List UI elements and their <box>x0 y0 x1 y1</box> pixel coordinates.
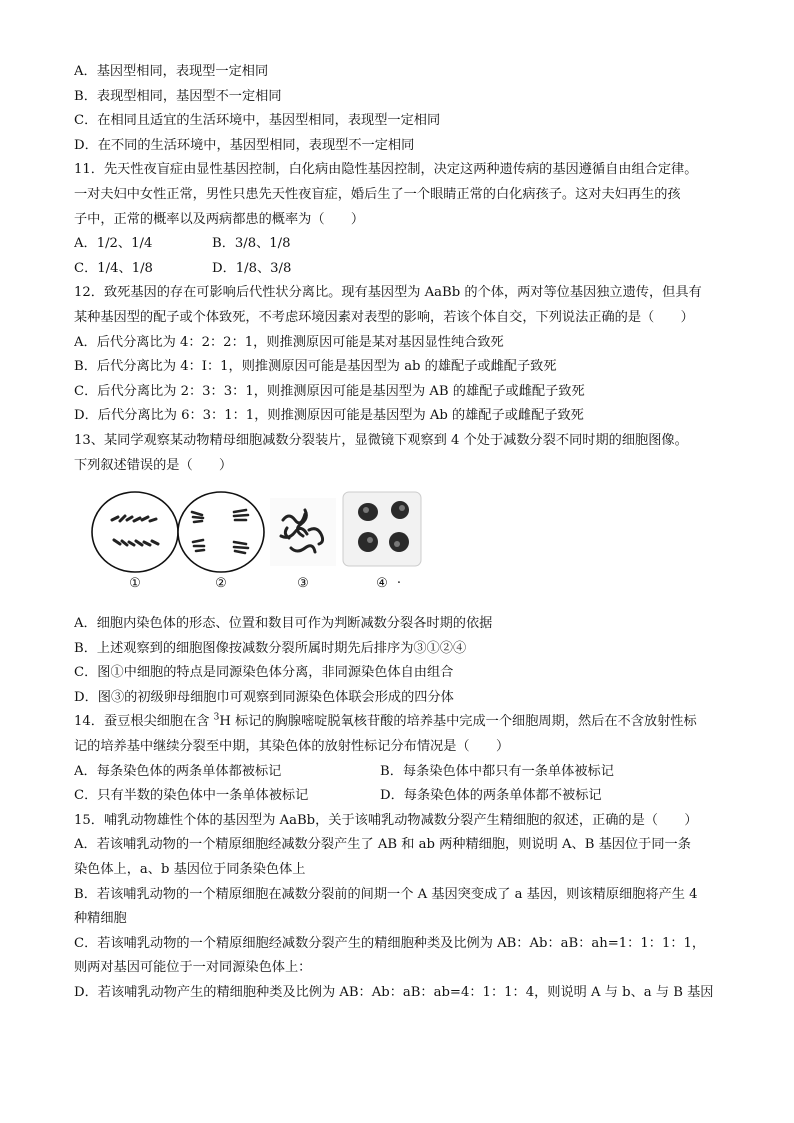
q11-options-row-2 <box>74 257 734 282</box>
q14-stem-a: 14．蚕豆根尖细胞在含 <box>74 714 214 730</box>
q11-option-c: C．1/4、1/8 <box>74 260 153 276</box>
q14-option-c: C．只有半数的染色体中一条单体被标记 <box>74 788 309 804</box>
q13-option-b: B．上述观察到的细胞图像按减数分裂所属时期先后排序为③①②④ <box>74 640 467 656</box>
q10-option-c: C．在相同且适宜的生活环境中，基因型相同，表现型一定相同 <box>74 113 441 129</box>
q14-option-d: D．每条染色体的两条单体都不被标记 <box>380 788 602 804</box>
q11-options-row-1 <box>74 232 734 257</box>
q10-option-d: D．在不同的生活环境中，基因型相同，表现型不一定相同 <box>74 137 415 153</box>
q15-line-7: D．若该哺乳动物产生的精细胞种类及比例为 AB：Ab：aB：ab=4：1：1：4，则说明 A 与 b、a 与 B 基因 <box>74 985 714 1000</box>
figure-label-4: ④ <box>376 576 388 592</box>
q12-stem-2: 某种基因型的配子或个体致死，不考虑环境因素对表型的影响，若该个体自交，下列说法正确的是（ ） <box>74 309 694 325</box>
q14-options-row-2 <box>74 784 734 809</box>
q12-option-a: A．后代分离比为 4：2：2：1，则推测原因可能是某对基因显性纯合致死 <box>74 334 504 350</box>
q13-stem-2: 下列叙述错误的是（ ） <box>74 457 233 473</box>
q13-option-c: C．图①中细胞的特点是同源染色体分离，非同源染色体自由组合 <box>74 665 454 681</box>
q11-option-a: A．1/2、1/4 <box>74 236 153 252</box>
exam-page <box>74 60 734 1006</box>
cell-image-1 <box>90 490 180 574</box>
figure-label-2: ② <box>215 576 227 592</box>
q12-option-d: D．后代分离比为 6：3：1：1，则推测原因可能是基因型为 Ab 的雄配子或雌配子致死 <box>74 408 584 424</box>
q11-option-b: B．3/8、1/8 <box>212 236 291 252</box>
q12-stem-1: 12．致死基因的存在可影响后代性状分离比。现有基因型为 AaBb 的个体，两对等位基因独立遗传，但具有 <box>74 285 702 301</box>
q11-stem-3: 子中，正常的概率以及两病都患的概率为（ ） <box>74 211 365 227</box>
q14-stem-b: H 标记的胸腺嘧啶脱氧核苷酸的培养基中完成一个细胞周期，然后在不含放射性标 <box>219 714 697 730</box>
q13-stem-1: 13、某同学观察某动物精母细胞减数分裂装片，显微镜下观察到 4 个处于减数分裂不同时期的细胞图像。 <box>74 432 688 448</box>
q15-line-5: C．若该哺乳动物的一个精原细胞经减数分裂产生的精细胞种类及比例为 AB：Ab：aB：ah=1：1：1：1， <box>74 935 706 951</box>
q11-stem-2: 一对夫妇中女性正常，男性只患先天性夜盲症，婚后生了一个眼睛正常的白化病孩子。这对夫妇再生的孩 <box>74 186 681 202</box>
q14-stem-2: 记的培养基中继续分裂至中期，其染色体的放射性标记分布情况是（ ） <box>74 739 510 755</box>
q15-stem: 15．哺乳动物雄性个体的基因型为 AaBb，关于该哺乳动物减数分裂产生精细胞的叙述，正确的是（ ） <box>74 812 698 828</box>
figure-dot: . <box>396 572 402 588</box>
figure-label-1: ① <box>129 576 141 592</box>
q14-superscript: 3 <box>213 713 220 724</box>
cell-image-3 <box>269 490 337 574</box>
q15-line-4: 种精细胞 <box>74 911 127 927</box>
q14-option-a: A．每条染色体的两条单体都被标记 <box>74 763 282 779</box>
q13-option-d: D．图③的初级卵母细胞巾可观察到同源染色体联会形成的四分体 <box>74 689 454 705</box>
q14-stem-1 <box>74 710 734 735</box>
q13-figure <box>74 490 734 602</box>
q10-option-a: A．基因型相同，表现型一定相同 <box>74 64 269 79</box>
q15-line-3: B．若该哺乳动物的一个精原细胞在减数分裂前的间期一个 A 基因突变成了 a 基因，则该精原细胞将产生 4 <box>74 886 698 902</box>
q14-options-row-1 <box>74 760 734 785</box>
q15-line-6: 则两对基因可能位于一对同源染色体上： <box>74 960 312 976</box>
q11-stem-1: 11．先天性夜盲症由显性基因控制，白化病由隐性基因控制，决定这两种遗传病的基因遵循自由组合定律。 <box>74 162 698 178</box>
q11-option-d: D．1/8、3/8 <box>212 260 292 276</box>
q12-option-c: C．后代分离比为 2：3：3：1，则推测原因可能是基因型为 AB 的雄配子或雌配子致死 <box>74 383 585 399</box>
figure-label-3: ③ <box>297 576 309 592</box>
q12-option-b: B．后代分离比为 4：I：1，则推测原因可能是基因型为 ab 的雄配子或雌配子致死 <box>74 359 557 375</box>
q15-line-2: 染色体上，a、b 基因位于同条染色体上 <box>74 862 306 878</box>
q13-option-a: A．细胞内染色体的形态、位置和数目可作为判断减数分裂各时期的依据 <box>74 616 493 632</box>
q10-option-b: B．表现型相同，基因型不一定相同 <box>74 88 282 104</box>
cell-image-4 <box>342 490 422 574</box>
q15-line-1: A．若该哺乳动物的一个精原细胞经减数分裂产生了 AB 和 ab 两种精细胞，则说明 A、B 基因位于同一条 <box>74 837 691 853</box>
cell-image-2 <box>176 490 266 574</box>
q14-option-b: B．每条染色体中都只有一条单体被标记 <box>380 763 614 779</box>
